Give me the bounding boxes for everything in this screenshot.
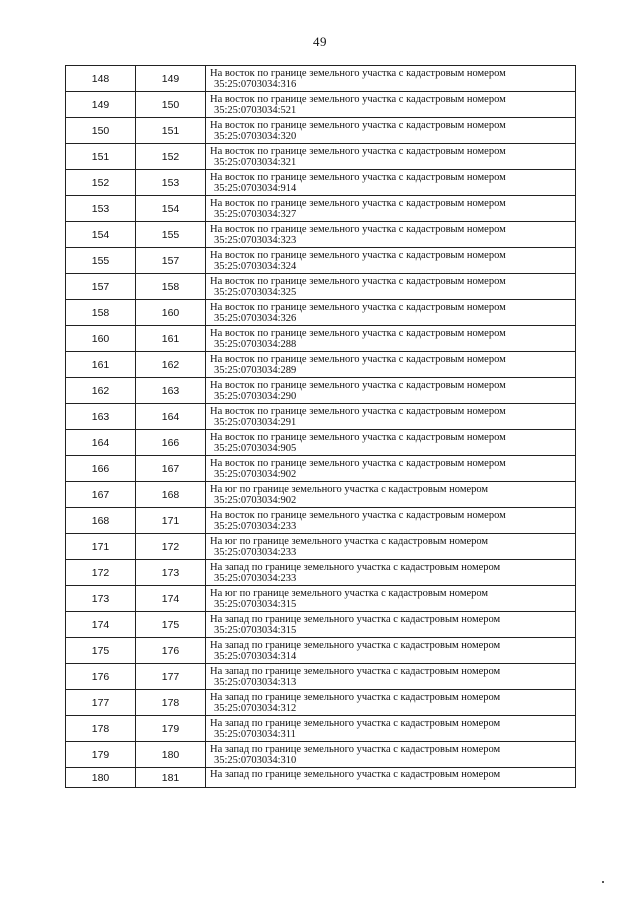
boundary-description-cell [206, 222, 576, 248]
table-row [66, 404, 576, 430]
point-to-cell: 167 [136, 456, 206, 482]
boundary-description-cell [206, 508, 576, 534]
cadastral-number: 35:25:0703034:326 [214, 313, 297, 324]
point-to-cell: 158 [136, 274, 206, 300]
cadastral-number: 35:25:0703034:327 [214, 209, 297, 220]
cadastral-number: 35:25:0703034:321 [214, 157, 297, 168]
point-from-cell: 163 [66, 404, 136, 430]
cadastral-number: 35:25:0703034:288 [214, 339, 297, 350]
point-to-cell: 162 [136, 352, 206, 378]
cadastral-number: 35:25:0703034:521 [214, 105, 297, 116]
direction-text: На восток по границе земельного участка с кадастровым номером [210, 275, 506, 287]
table-row [66, 222, 576, 248]
point-to-cell: 180 [136, 742, 206, 768]
point-to-cell: 171 [136, 508, 206, 534]
table-row [66, 352, 576, 378]
boundary-description-cell [206, 404, 576, 430]
point-to-cell: 151 [136, 118, 206, 144]
direction-text: На восток по границе земельного участка с кадастровым номером [210, 327, 506, 339]
cadastral-number: 35:25:0703034:233 [214, 521, 297, 532]
table-row [66, 326, 576, 352]
point-from-cell: 158 [66, 300, 136, 326]
point-from-cell: 168 [66, 508, 136, 534]
direction-text: На юг по границе земельного участка с кадастровым номером [210, 535, 489, 547]
boundary-description-cell [206, 300, 576, 326]
cadastral-number: 35:25:0703034:324 [214, 261, 297, 272]
direction-text: На восток по границе земельного участка с кадастровым номером [210, 171, 506, 183]
direction-text: На запад по границе земельного участка с кадастровым номером [210, 639, 501, 651]
direction-text: На восток по границе земельного участка с кадастровым номером [210, 223, 506, 235]
cadastral-number: 35:25:0703034:314 [214, 651, 297, 662]
cadastral-number: 35:25:0703034:315 [214, 625, 297, 636]
direction-text: На юг по границе земельного участка с кадастровым номером [210, 587, 489, 599]
cadastral-number: 35:25:0703034:316 [214, 79, 297, 90]
direction-text: На восток по границе земельного участка с кадастровым номером [210, 353, 506, 365]
point-to-cell: 166 [136, 430, 206, 456]
direction-text: На восток по границе земельного участка с кадастровым номером [210, 405, 506, 417]
scan-artifact [602, 881, 604, 883]
direction-text: На восток по границе земельного участка с кадастровым номером [210, 301, 506, 313]
table-row [66, 456, 576, 482]
point-from-cell: 177 [66, 690, 136, 716]
table-row [66, 612, 576, 638]
point-to-cell: 168 [136, 482, 206, 508]
cadastral-number: 35:25:0703034:312 [214, 703, 297, 714]
table-row [66, 118, 576, 144]
boundary-description-cell [206, 248, 576, 274]
boundary-description-cell [206, 560, 576, 586]
point-to-cell: 181 [136, 768, 206, 788]
page-number: 49 [313, 34, 327, 49]
cadastral-number: 35:25:0703034:313 [214, 677, 297, 688]
direction-text: На восток по границе земельного участка с кадастровым номером [210, 145, 506, 157]
cadastral-number: 35:25:0703034:315 [214, 599, 297, 610]
point-to-cell: 155 [136, 222, 206, 248]
boundary-description-cell [206, 638, 576, 664]
point-from-cell: 151 [66, 144, 136, 170]
boundary-description-cell [206, 612, 576, 638]
table-row [66, 300, 576, 326]
point-from-cell: 174 [66, 612, 136, 638]
boundary-description-cell [206, 768, 576, 788]
point-from-cell: 150 [66, 118, 136, 144]
boundary-description-cell [206, 196, 576, 222]
boundary-table [65, 65, 576, 788]
boundary-description-cell [206, 716, 576, 742]
direction-text: На запад по границе земельного участка с кадастровым номером [210, 613, 501, 625]
point-from-cell: 154 [66, 222, 136, 248]
direction-text: На восток по границе земельного участка с кадастровым номером [210, 457, 506, 469]
boundary-description-cell [206, 456, 576, 482]
boundary-description-cell [206, 690, 576, 716]
point-to-cell: 150 [136, 92, 206, 118]
table-row [66, 196, 576, 222]
direction-text: На восток по границе земельного участка с кадастровым номером [210, 197, 506, 209]
direction-text: На запад по границе земельного участка с кадастровым номером [210, 665, 501, 677]
cadastral-number: 35:25:0703034:914 [214, 183, 297, 194]
direction-text: На запад по границе земельного участка с кадастровым номером [210, 717, 501, 729]
point-from-cell: 171 [66, 534, 136, 560]
table-row [66, 560, 576, 586]
table-row [66, 430, 576, 456]
point-to-cell: 172 [136, 534, 206, 560]
point-from-cell: 172 [66, 560, 136, 586]
point-from-cell: 153 [66, 196, 136, 222]
boundary-description-cell [206, 742, 576, 768]
point-to-cell: 149 [136, 66, 206, 92]
boundary-description-cell [206, 664, 576, 690]
point-from-cell: 152 [66, 170, 136, 196]
point-to-cell: 173 [136, 560, 206, 586]
point-to-cell: 160 [136, 300, 206, 326]
table-row [66, 664, 576, 690]
boundary-description-cell [206, 534, 576, 560]
direction-text: На запад по границе земельного участка с кадастровым номером [210, 769, 501, 780]
table-row [66, 274, 576, 300]
boundary-description-cell [206, 66, 576, 92]
point-to-cell: 174 [136, 586, 206, 612]
point-to-cell: 163 [136, 378, 206, 404]
point-to-cell: 157 [136, 248, 206, 274]
point-to-cell: 164 [136, 404, 206, 430]
point-from-cell: 166 [66, 456, 136, 482]
point-to-cell: 176 [136, 638, 206, 664]
direction-text: На запад по границе земельного участка с кадастровым номером [210, 561, 501, 573]
point-to-cell: 161 [136, 326, 206, 352]
point-from-cell: 179 [66, 742, 136, 768]
point-from-cell: 173 [66, 586, 136, 612]
cadastral-number: 35:25:0703034:233 [214, 573, 297, 584]
table-row [66, 378, 576, 404]
boundary-description-cell [206, 92, 576, 118]
cadastral-number: 35:25:0703034:289 [214, 365, 297, 376]
direction-text: На восток по границе земельного участка с кадастровым номером [210, 119, 506, 131]
boundary-description-cell [206, 326, 576, 352]
table-row [66, 716, 576, 742]
table-row [66, 92, 576, 118]
point-to-cell: 152 [136, 144, 206, 170]
table-row [66, 534, 576, 560]
cadastral-number: 35:25:0703034:902 [214, 469, 297, 480]
point-from-cell: 167 [66, 482, 136, 508]
cadastral-number: 35:25:0703034:323 [214, 235, 297, 246]
table-row [66, 638, 576, 664]
table-row [66, 508, 576, 534]
point-from-cell: 180 [66, 768, 136, 788]
point-from-cell: 160 [66, 326, 136, 352]
table-row [66, 586, 576, 612]
point-to-cell: 178 [136, 690, 206, 716]
point-to-cell: 153 [136, 170, 206, 196]
point-from-cell: 176 [66, 664, 136, 690]
boundary-description-cell [206, 430, 576, 456]
cadastral-number: 35:25:0703034:311 [214, 729, 296, 740]
direction-text: На восток по границе земельного участка с кадастровым номером [210, 379, 506, 391]
boundary-description-cell [206, 274, 576, 300]
point-to-cell: 177 [136, 664, 206, 690]
boundary-description-cell [206, 170, 576, 196]
point-from-cell: 175 [66, 638, 136, 664]
cadastral-number: 35:25:0703034:905 [214, 443, 297, 454]
point-from-cell: 148 [66, 66, 136, 92]
point-from-cell: 161 [66, 352, 136, 378]
point-from-cell: 164 [66, 430, 136, 456]
point-from-cell: 178 [66, 716, 136, 742]
table-row [66, 768, 576, 788]
table-row [66, 248, 576, 274]
direction-text: На восток по границе земельного участка с кадастровым номером [210, 93, 506, 105]
table-row [66, 690, 576, 716]
boundary-description-cell [206, 586, 576, 612]
cadastral-number: 35:25:0703034:310 [214, 755, 297, 766]
cadastral-number: 35:25:0703034:233 [214, 547, 297, 558]
point-from-cell: 162 [66, 378, 136, 404]
point-from-cell: 157 [66, 274, 136, 300]
point-to-cell: 154 [136, 196, 206, 222]
direction-text: На восток по границе земельного участка с кадастровым номером [210, 67, 506, 79]
direction-text: На восток по границе земельного участка с кадастровым номером [210, 249, 506, 261]
table-row [66, 66, 576, 92]
cadastral-number: 35:25:0703034:290 [214, 391, 297, 402]
table-row [66, 482, 576, 508]
point-from-cell: 149 [66, 92, 136, 118]
point-from-cell: 155 [66, 248, 136, 274]
direction-text: На восток по границе земельного участка с кадастровым номером [210, 431, 506, 443]
cadastral-number: 35:25:0703034:325 [214, 287, 297, 298]
direction-text: На запад по границе земельного участка с кадастровым номером [210, 691, 501, 703]
table-row [66, 144, 576, 170]
cadastral-number: 35:25:0703034:291 [214, 417, 297, 428]
boundary-description-cell [206, 378, 576, 404]
table-row [66, 742, 576, 768]
boundary-table-body [66, 66, 576, 788]
boundary-description-cell [206, 482, 576, 508]
table-row [66, 170, 576, 196]
cadastral-number: 35:25:0703034:320 [214, 131, 297, 142]
direction-text: На восток по границе земельного участка с кадастровым номером [210, 509, 506, 521]
boundary-description-cell [206, 144, 576, 170]
cadastral-number: 35:25:0703034:902 [214, 495, 297, 506]
direction-text: На запад по границе земельного участка с кадастровым номером [210, 743, 501, 755]
point-to-cell: 179 [136, 716, 206, 742]
boundary-description-cell [206, 352, 576, 378]
point-to-cell: 175 [136, 612, 206, 638]
boundary-description-cell [206, 118, 576, 144]
direction-text: На юг по границе земельного участка с кадастровым номером [210, 483, 489, 495]
